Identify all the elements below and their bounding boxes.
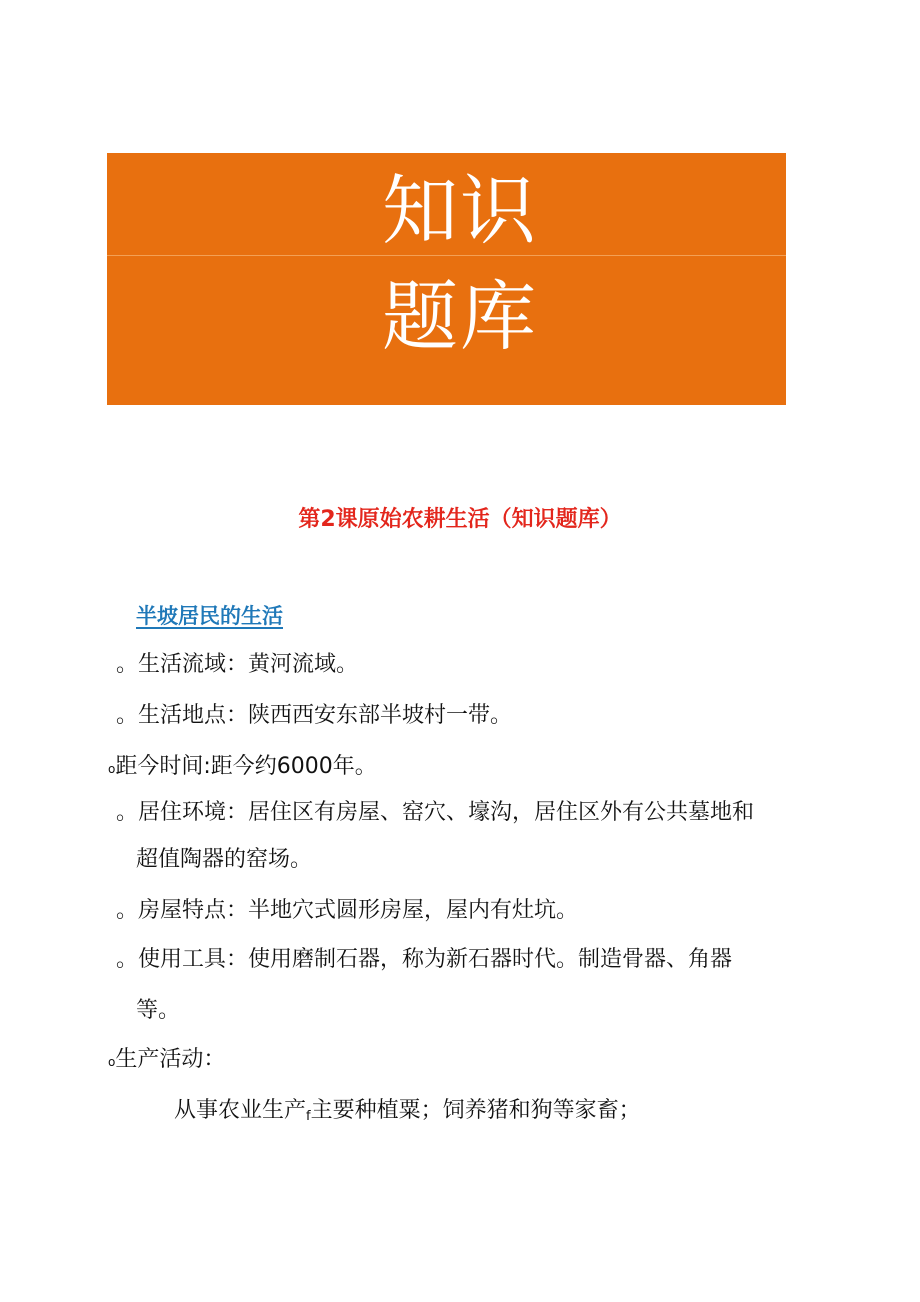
list-item (116, 798, 754, 828)
list-item (116, 701, 512, 731)
bullet: 。 (116, 898, 139, 923)
bullet: o (108, 762, 116, 776)
list-item (116, 650, 358, 680)
item-text: 生活流域：黄河流域。 (138, 652, 359, 677)
list-item-continuation: 超值陶器的窑场。 (136, 847, 313, 872)
item-text: 距今时间:距今约6000年。 (115, 754, 377, 779)
list-item-continuation: 等。 (136, 998, 181, 1023)
bullet: 。 (116, 947, 139, 972)
banner-title-line-1: 知识 (382, 166, 538, 255)
list-item (116, 896, 578, 926)
production-mark: f (306, 1109, 311, 1124)
list-item (108, 752, 377, 784)
list-item (116, 945, 732, 975)
section-heading: 半坡居民的生活 (136, 604, 283, 628)
bullet: 。 (116, 703, 139, 728)
item-text: 生活地点：陕西西安东部半坡村一带。 (138, 703, 513, 728)
bullet: o (108, 1055, 116, 1069)
item-text: 房屋特点：半地穴式圆形房屋，屋内有灶坑。 (138, 898, 579, 923)
item-text: 居住环境：居住区有房屋、窑穴、壕沟，居住区外有公共墓地和 (138, 800, 755, 825)
item-text: 使用工具：使用磨制石器，称为新石器时代。制造骨器、角器 (138, 947, 733, 972)
document-title: 第2课原始农耕生活（知识题库） (298, 507, 622, 532)
production-part-2: 主要种植粟；饲养猪和狗等家畜； (310, 1098, 641, 1123)
item-text: 生产活动： (115, 1047, 226, 1072)
production-detail (174, 1096, 641, 1132)
list-item (108, 1045, 225, 1077)
production-part-1: 从事农业生产 (174, 1098, 307, 1123)
bullet: 。 (116, 800, 139, 825)
bullet: 。 (116, 652, 139, 677)
banner-title-line-2: 题库 (382, 272, 538, 361)
